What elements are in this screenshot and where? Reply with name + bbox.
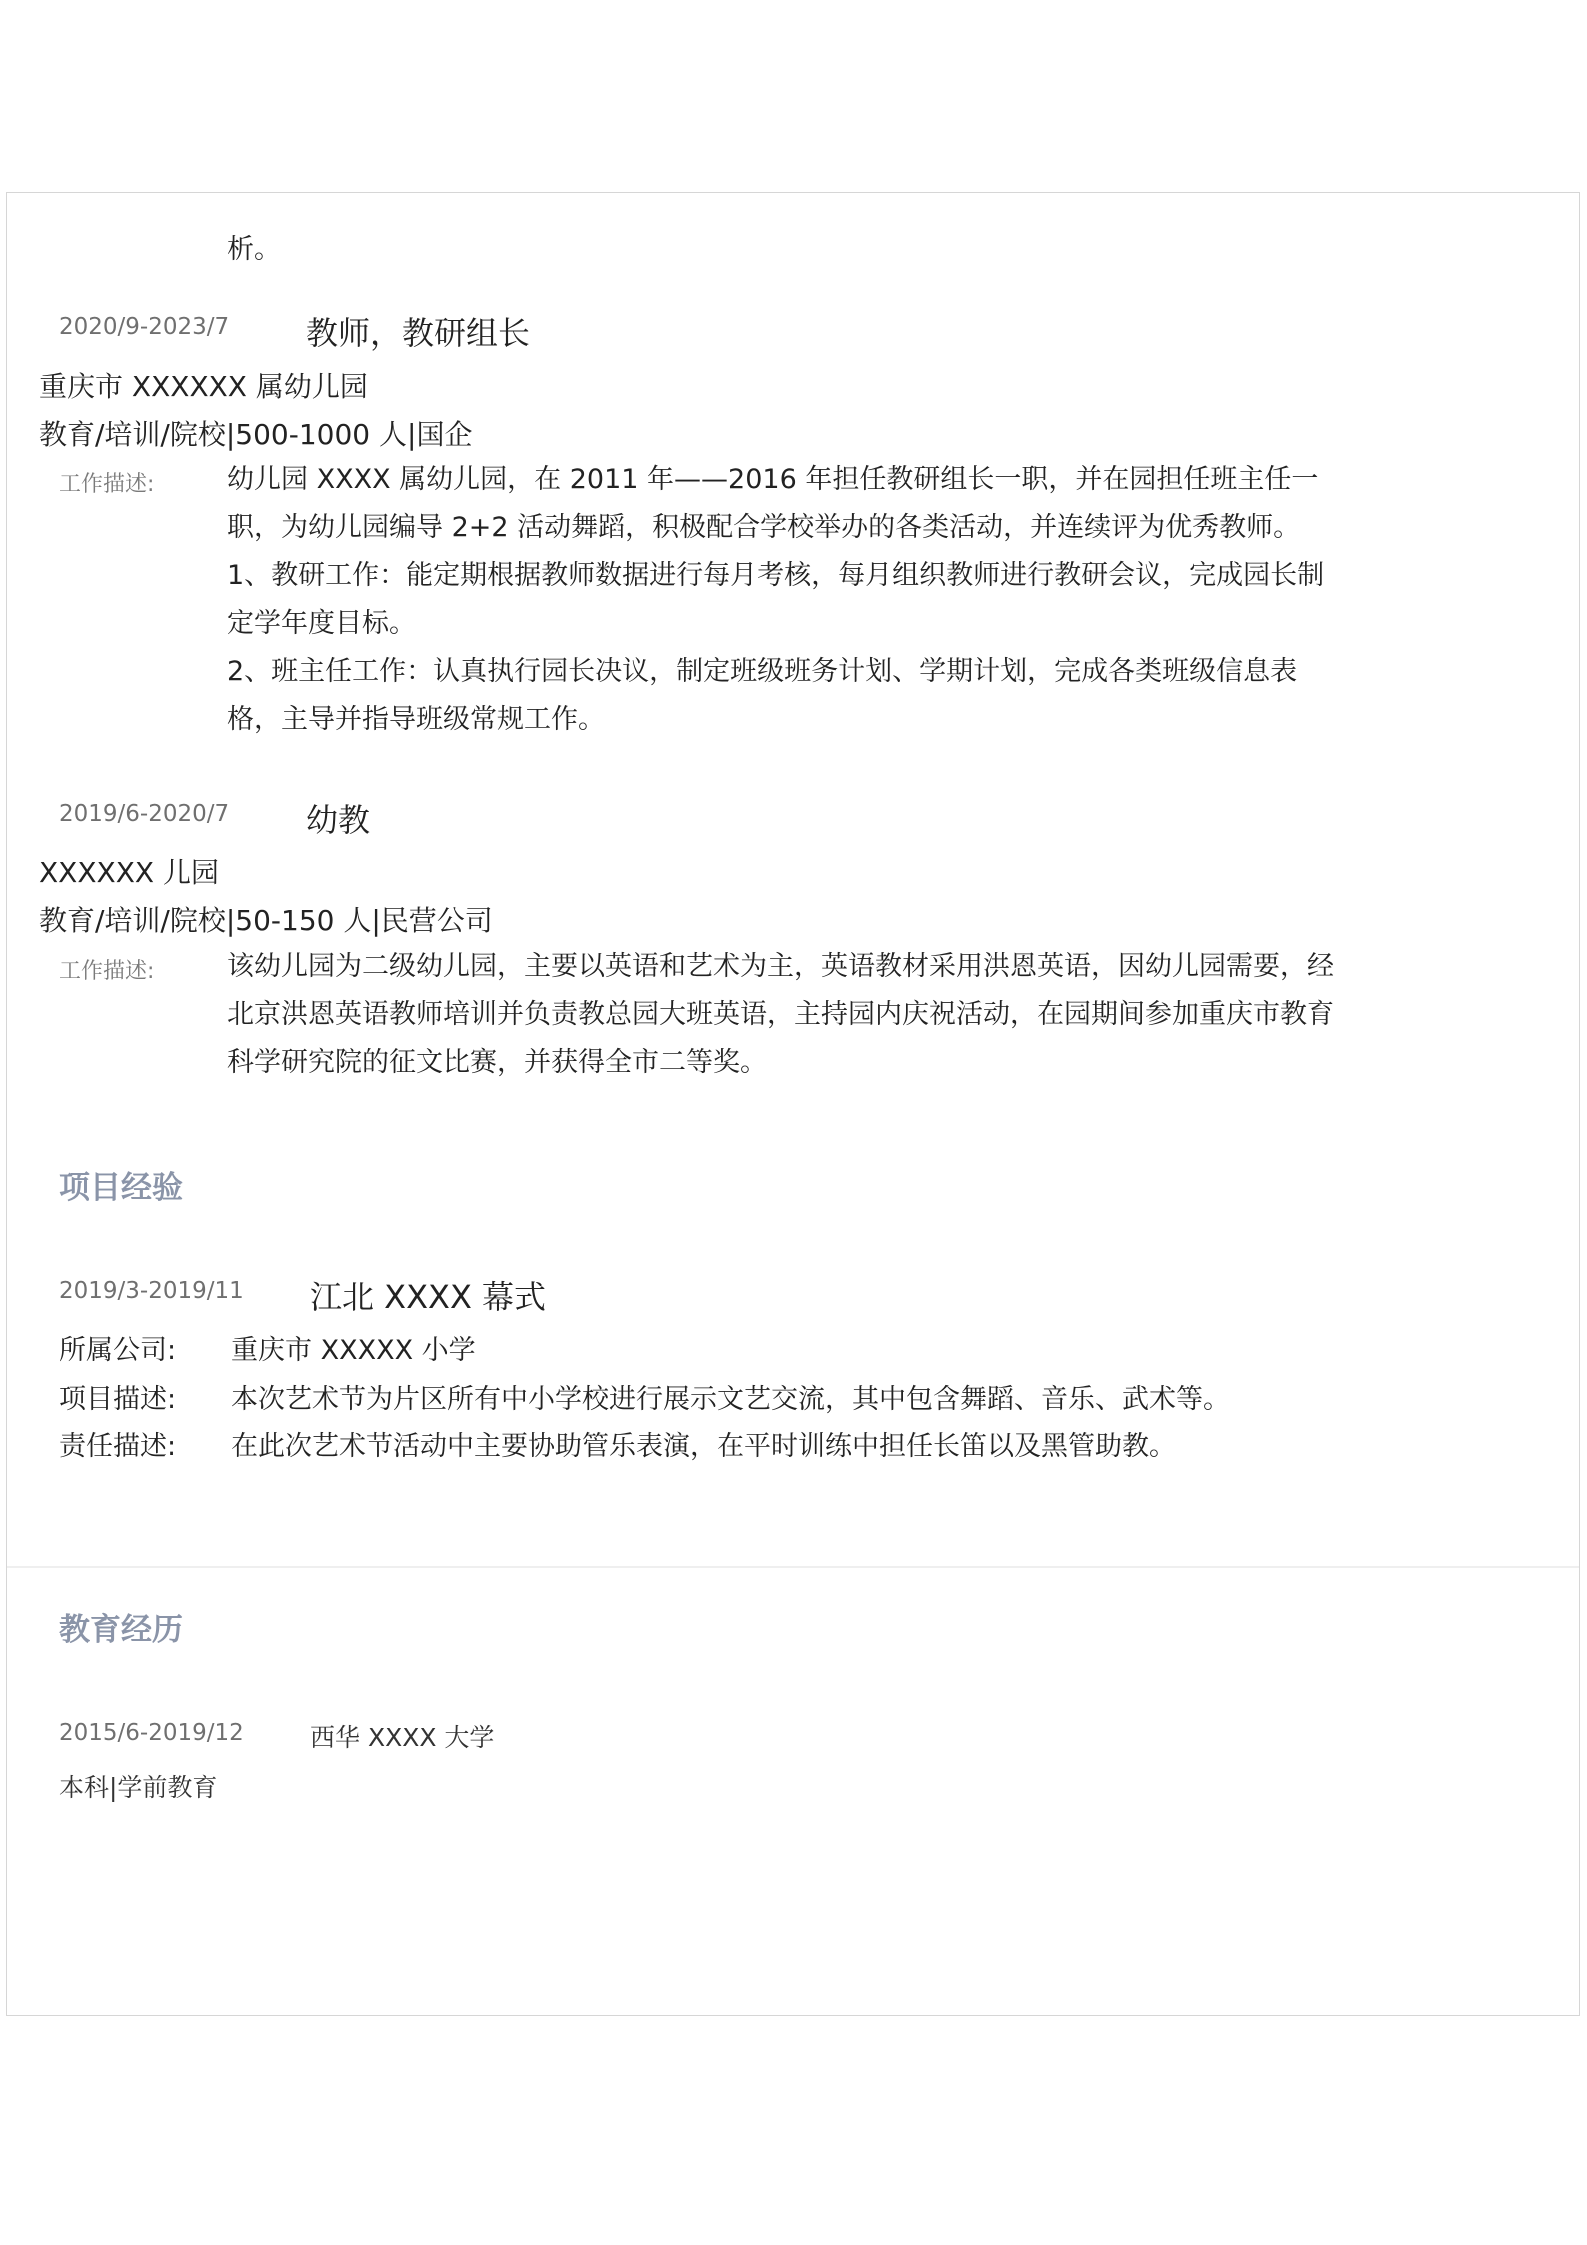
work-desc-label: 工作描述:: [59, 472, 155, 497]
project-row-label: 所属公司:: [59, 1335, 177, 1366]
education-date: 2015/6-2019/12: [59, 1720, 244, 1746]
work-desc-line: 该幼儿园为二级幼儿园，主要以英语和艺术为主，英语教材采用洪恩英语，因幼儿园需要，经: [227, 951, 1334, 982]
work-desc: [227, 456, 1324, 744]
work-company: XXXXXX 儿园: [39, 856, 219, 889]
work-desc-line: 北京洪恩英语教师培训并负责教总园大班英语，主持园内庆祝活动，在园期间参加重庆市教育: [227, 999, 1334, 1030]
work-title: 幼教: [306, 801, 371, 839]
work-date: 2020/9-2023/7: [59, 314, 230, 340]
work-desc-line: 定学年度目标。: [227, 608, 416, 639]
project-row-label: 项目描述:: [59, 1384, 177, 1415]
section-heading-projects: 项目经验: [59, 1170, 183, 1206]
project-row-value: 本次艺术节为片区所有中小学校进行展示文艺交流，其中包含舞蹈、音乐、武术等。: [231, 1384, 1230, 1415]
work-desc-line: 2、班主任工作：认真执行园长决议，制定班级班务计划、学期计划，完成各类班级信息表: [227, 656, 1298, 687]
work-desc-line: 幼儿园 XXXX 属幼儿园，在 2011 年——2016 年担任教研组长一职，并在园担任班主任一: [227, 464, 1319, 495]
work-desc: [227, 943, 1334, 1087]
project-row-value: 在此次艺术节活动中主要协助管乐表演，在平时训练中担任长笛以及黑管助教。: [231, 1431, 1176, 1462]
work-title: 教师，教研组长: [306, 314, 531, 352]
education-school: 西华 XXXX 大学: [310, 1723, 495, 1752]
work-desc-line: 1、教研工作：能定期根据教师数据进行每月考核，每月组织教师进行教研会议，完成园长制: [227, 560, 1325, 591]
project-title: 江北 XXXX 幕式: [310, 1278, 547, 1316]
section-heading-education: 教育经历: [59, 1612, 183, 1648]
work-date: 2019/6-2020/7: [59, 801, 230, 827]
work-desc-line: 科学研究院的征文比赛，并获得全市二等奖。: [227, 1047, 767, 1078]
work-desc-line: 格，主导并指导班级常规工作。: [227, 704, 605, 735]
carryover-text: 析。: [227, 234, 281, 265]
work-desc-line: 职，为幼儿园编导 2+2 活动舞蹈，积极配合学校举办的各类活动，并连续评为优秀教师。: [227, 512, 1301, 543]
section-divider: [7, 1566, 1579, 1568]
work-industry: 教育/培训/院校|50-150 人|民营公司: [39, 904, 493, 937]
work-desc-label: 工作描述:: [59, 959, 155, 984]
work-company: 重庆市 XXXXXX 属幼儿园: [39, 370, 368, 403]
project-row-value: 重庆市 XXXXX 小学: [231, 1335, 476, 1366]
education-degree: 本科|学前教育: [59, 1773, 218, 1802]
project-row-label: 责任描述:: [59, 1431, 177, 1462]
project-date: 2019/3-2019/11: [59, 1278, 244, 1304]
work-industry: 教育/培训/院校|500-1000 人|国企: [39, 418, 473, 451]
